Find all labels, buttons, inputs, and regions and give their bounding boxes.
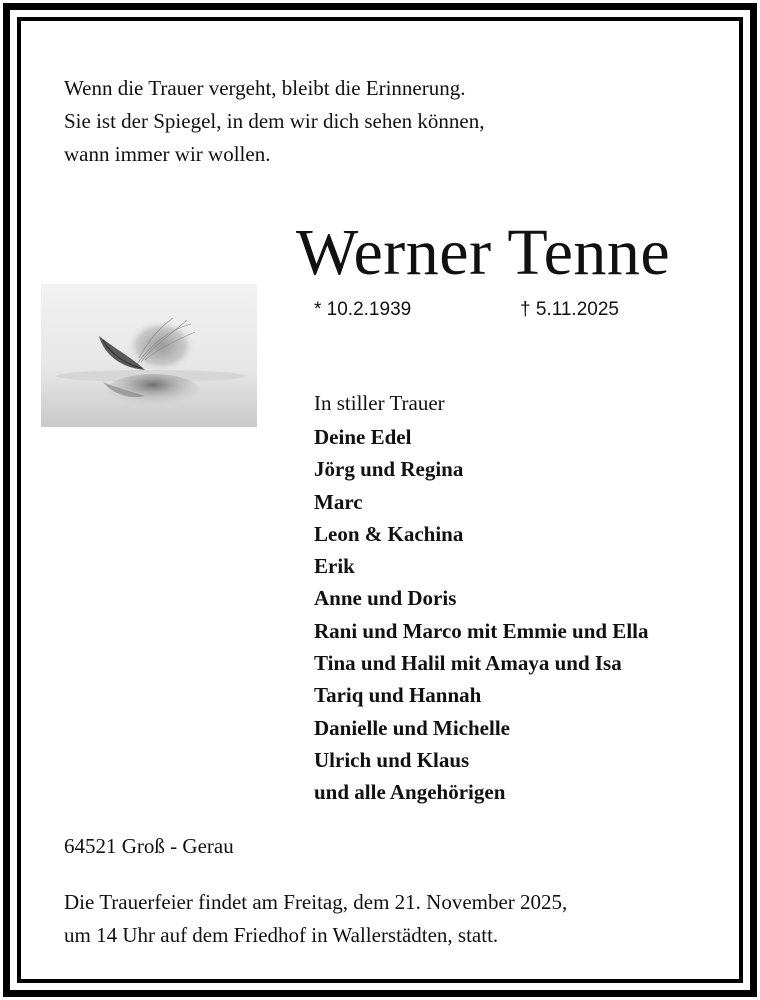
birth-date: * 10.2.1939 xyxy=(314,299,412,320)
mourners-list xyxy=(314,421,648,809)
feather-photo xyxy=(41,284,257,427)
mourner-name: Marc xyxy=(314,489,363,514)
quote-line: Sie ist der Spiegel, in dem wir dich sehen können, xyxy=(64,109,485,133)
mourner-name: Danielle und Michelle xyxy=(314,715,510,740)
mourner-name: Tina und Halil mit Amaya und Isa xyxy=(314,651,622,676)
mourner-name: Deine Edel xyxy=(314,425,412,449)
quote-line: wann immer wir wollen. xyxy=(64,142,271,166)
funeral-announcement xyxy=(64,886,567,952)
mourner-name: Jörg und Regina xyxy=(314,457,464,482)
ceremony-line: Die Trauerfeier findet am Freitag, dem 21. November 2025, xyxy=(64,890,568,914)
ceremony-line: um 14 Uhr auf dem Friedhof in Wallerstädten, statt. xyxy=(64,923,499,947)
death-date: † 5.11.2025 xyxy=(520,299,619,320)
mourner-name: Rani und Marco mit Emmie und Ella xyxy=(314,618,649,643)
mourner-name: Anne und Doris xyxy=(314,586,457,611)
mourner-name: Leon & Kachina xyxy=(314,521,464,546)
mourner-name: und alle Angehörigen xyxy=(314,780,506,805)
mourning-intro: In stiller Trauer xyxy=(314,391,445,415)
quote-line: Wenn die Trauer vergeht, bleibt die Erinnerung. xyxy=(64,76,466,100)
place-of-residence: 64521 Groß - Gerau xyxy=(64,834,234,858)
deceased-name: Werner Tenne xyxy=(296,216,671,289)
memorial-quote xyxy=(64,72,485,171)
mourner-name: Erik xyxy=(314,554,355,579)
mourner-name: Tariq und Hannah xyxy=(314,683,482,708)
mourner-name: Ulrich und Klaus xyxy=(314,747,470,772)
